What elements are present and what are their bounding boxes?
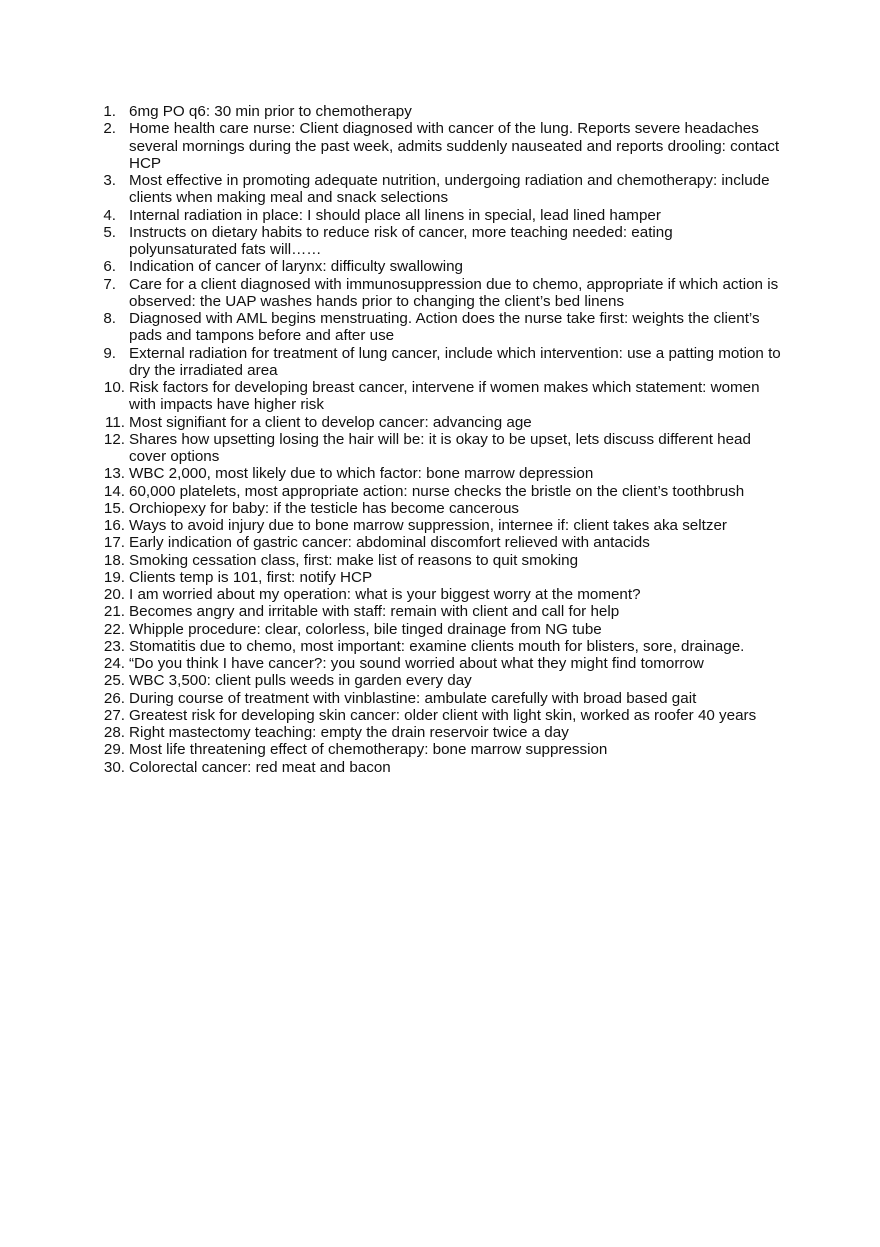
- item-text: Most signifiant for a client to develop cancer: advancing age: [129, 413, 532, 431]
- item-text: Risk factors for developing breast cancer, intervene if women makes which statement: women with impacts have higher risk: [129, 379, 760, 414]
- list-item: [103, 224, 783, 259]
- list-item: [103, 345, 783, 380]
- item-number: 2.: [103, 120, 116, 138]
- item-text: Internal radiation in place: I should place all linens in special, lead lined hamper: [129, 206, 661, 224]
- list-item: [103, 483, 783, 500]
- item-number: 17.: [103, 534, 125, 552]
- list-item: [103, 120, 783, 172]
- item-number: 13.: [103, 465, 125, 483]
- item-text: Shares how upsetting losing the hair will be: it is okay to be upset, lets discuss different head cover options: [129, 430, 751, 465]
- list-item: [103, 603, 783, 620]
- item-text: Orchiopexy for baby: if the testicle has become cancerous: [129, 499, 520, 517]
- item-text: Most effective in promoting adequate nutrition, undergoing radiation and chemotherapy: include clients when making meal and snack selections: [129, 172, 770, 207]
- item-number: 30.: [103, 758, 125, 776]
- list-item: [103, 569, 783, 586]
- list-item: [103, 621, 783, 638]
- list-item: [103, 414, 783, 431]
- list-item: [103, 586, 783, 603]
- list-item: [103, 310, 783, 345]
- list-item: [103, 103, 783, 120]
- item-text: I am worried about my operation: what is your biggest worry at the moment?: [129, 586, 641, 603]
- item-text: WBC 3,500: client pulls weeds in garden every day: [129, 672, 472, 690]
- item-text: Right mastectomy teaching: empty the drain reservoir twice a day: [129, 724, 569, 741]
- item-text: During course of treatment with vinblastine: ambulate carefully with broad based gait: [129, 689, 697, 707]
- item-number: 24.: [103, 655, 125, 672]
- item-number: 7.: [103, 275, 116, 293]
- item-number: 9.: [103, 344, 116, 362]
- list-item: [103, 638, 783, 655]
- item-number: 16.: [103, 517, 125, 534]
- list-item: [103, 655, 783, 672]
- item-number: 21.: [103, 603, 125, 621]
- list-item: [103, 517, 783, 534]
- item-text: “Do you think I have cancer?: you sound worried about what they might find tomorrow: [129, 655, 704, 672]
- list-item: [103, 276, 783, 311]
- item-text: 6mg PO q6: 30 min prior to chemotherapy: [129, 103, 412, 120]
- item-number: 26.: [103, 689, 125, 707]
- item-number: 11.: [105, 413, 125, 431]
- item-text: Diagnosed with AML begins menstruating. Action does the nurse take first: weights the client’s pads and tampons before and after use: [129, 310, 760, 345]
- item-text: Clients temp is 101, first: notify HCP: [129, 568, 373, 586]
- list-item: [103, 500, 783, 517]
- item-number: 15.: [103, 499, 125, 517]
- list-item: [103, 672, 783, 689]
- item-number: 20.: [103, 586, 125, 603]
- item-number: 5.: [103, 223, 116, 241]
- list-item: [103, 759, 783, 776]
- item-text: Greatest risk for developing skin cancer: older client with light skin, worked as roofer 40 years: [129, 706, 757, 724]
- item-text: Early indication of gastric cancer: abdominal discomfort relieved with antacids: [129, 534, 650, 552]
- item-number: 1.: [103, 103, 116, 120]
- item-number: 4.: [103, 206, 116, 224]
- item-text: WBC 2,000, most likely due to which factor: bone marrow depression: [129, 465, 594, 483]
- item-text: Most life threatening effect of chemotherapy: bone marrow suppression: [129, 741, 608, 759]
- item-number: 18.: [103, 551, 125, 569]
- item-number: 25.: [103, 672, 125, 690]
- item-number: 29.: [103, 741, 125, 759]
- list-item: [103, 379, 783, 414]
- list-item: [103, 724, 783, 741]
- numbered-list: [103, 103, 783, 776]
- item-number: 22.: [103, 620, 125, 638]
- list-item: [103, 172, 783, 207]
- item-number: 28.: [103, 724, 125, 741]
- item-text: Smoking cessation class, first: make list of reasons to quit smoking: [129, 551, 579, 569]
- list-item: [103, 707, 783, 724]
- item-number: 3.: [103, 172, 116, 189]
- item-number: 14.: [103, 482, 125, 500]
- item-text: Colorectal cancer: red meat and bacon: [129, 758, 391, 776]
- item-text: Care for a client diagnosed with immunosuppression due to chemo, appropriate if which action is observed: the UAP washes hands prior to changing the client’s bed linens: [129, 275, 779, 310]
- list-item: [103, 552, 783, 569]
- list-item: [103, 207, 783, 224]
- item-text: Stomatitis due to chemo, most important: examine clients mouth for blisters, sore, drainage.: [129, 637, 745, 655]
- item-text: Instructs on dietary habits to reduce risk of cancer, more teaching needed: eating polyunsaturated fats will……: [129, 223, 673, 258]
- item-number: 19.: [103, 568, 125, 586]
- item-number: 8.: [103, 310, 116, 327]
- item-text: Whipple procedure: clear, colorless, bile tinged drainage from NG tube: [129, 620, 602, 638]
- list-item: [103, 431, 783, 466]
- item-text: Ways to avoid injury due to bone marrow suppression, internee if: client takes aka seltzer: [129, 517, 727, 534]
- list-item: [103, 534, 783, 551]
- item-text: Indication of cancer of larynx: difficulty swallowing: [129, 258, 464, 276]
- item-number: 12.: [103, 430, 125, 448]
- item-text: Becomes angry and irritable with staff: remain with client and call for help: [129, 603, 620, 621]
- item-text: External radiation for treatment of lung cancer, include which intervention: use a patting motion to dry the irradiated area: [129, 344, 781, 379]
- list-item: [103, 465, 783, 482]
- list-item: [103, 741, 783, 758]
- list-item: [103, 258, 783, 275]
- item-number: 6.: [103, 258, 116, 276]
- item-text: 60,000 platelets, most appropriate action: nurse checks the bristle on the client’s toothbrush: [129, 482, 745, 500]
- item-text: Home health care nurse: Client diagnosed with cancer of the lung. Reports severe headaches several mornings during the past week, admits suddenly nauseated and reports drooling: contact HCP: [129, 120, 780, 172]
- item-number: 27.: [103, 706, 125, 724]
- item-number: 23.: [103, 637, 125, 655]
- item-number: 10.: [103, 379, 125, 396]
- list-item: [103, 690, 783, 707]
